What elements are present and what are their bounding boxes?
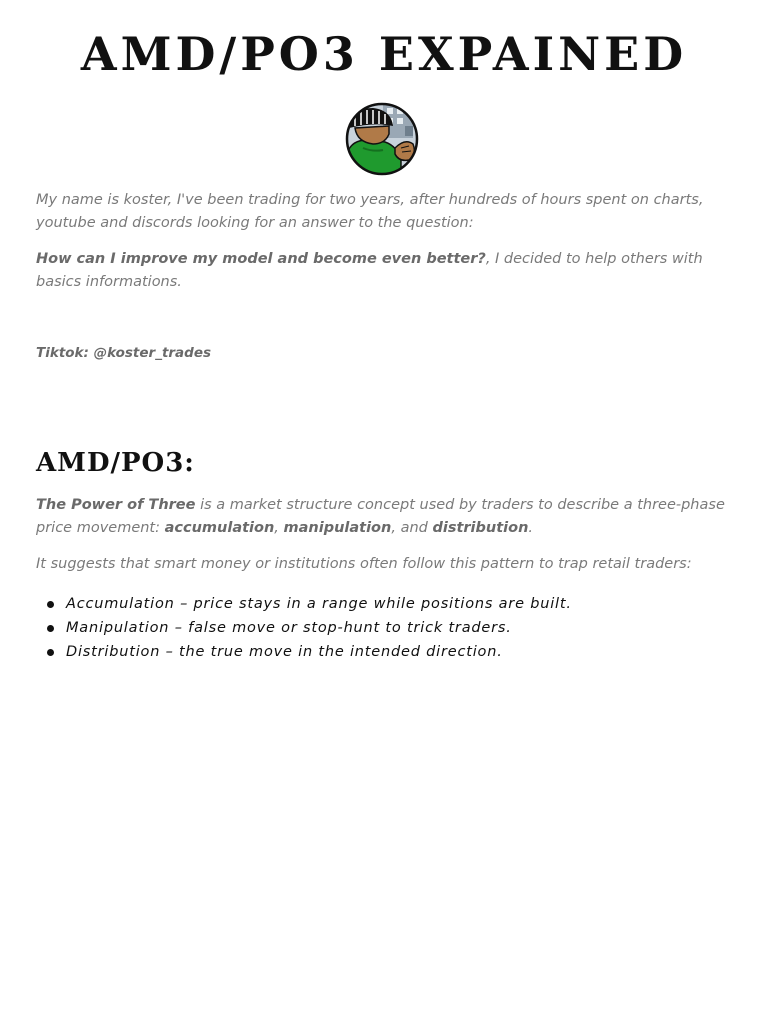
phase-accumulation: accumulation: [164, 520, 275, 536]
intro-paragraph: [36, 189, 736, 235]
avatar: [345, 102, 419, 176]
section-heading: AMD/PO3:: [36, 448, 195, 478]
note-paragraph: It suggests that smart money or institutions often follow this pattern to trap retail traders:: [36, 556, 692, 572]
phase-list: [36, 592, 572, 664]
tiktok-handle: Tiktok: @koster_trades: [36, 345, 212, 361]
definition-end: .: [528, 520, 533, 536]
intro-text: My name is koster, I've been trading for two years, after hundreds of hours spent on charts, youtube and discords looking for an answer to the question:: [36, 192, 704, 231]
question-bold: How can I improve my model and become even better?: [36, 251, 486, 267]
phase-manipulation: manipulation: [283, 520, 392, 536]
list-item: [36, 616, 572, 640]
list-item: [36, 640, 572, 664]
definition-term: The Power of Three: [36, 497, 196, 513]
question-rest: , I decided to help others with basics informations.: [36, 251, 703, 290]
phase-distribution: distribution: [432, 520, 529, 536]
question-paragraph: [36, 248, 736, 294]
bullet-icon: [47, 601, 54, 608]
definition-text: is a market structure concept used by traders to describe a three-phase price movement:: [36, 497, 725, 536]
document-title: AMD/PO3 EXPAINED: [80, 27, 688, 81]
definition-paragraph: [36, 494, 736, 540]
bullet-icon: [47, 649, 54, 656]
separator: ,: [274, 520, 284, 536]
list-item-text: Manipulation – false move or stop-hunt to trick traders.: [66, 620, 512, 636]
list-item-text: Accumulation – price stays in a range while positions are built.: [66, 596, 572, 612]
list-item-text: Distribution – the true move in the intended direction.: [66, 644, 503, 660]
cartoon-avatar-image: [345, 102, 419, 176]
list-item: [36, 592, 572, 616]
bullet-icon: [47, 625, 54, 632]
separator: , and: [391, 520, 433, 536]
